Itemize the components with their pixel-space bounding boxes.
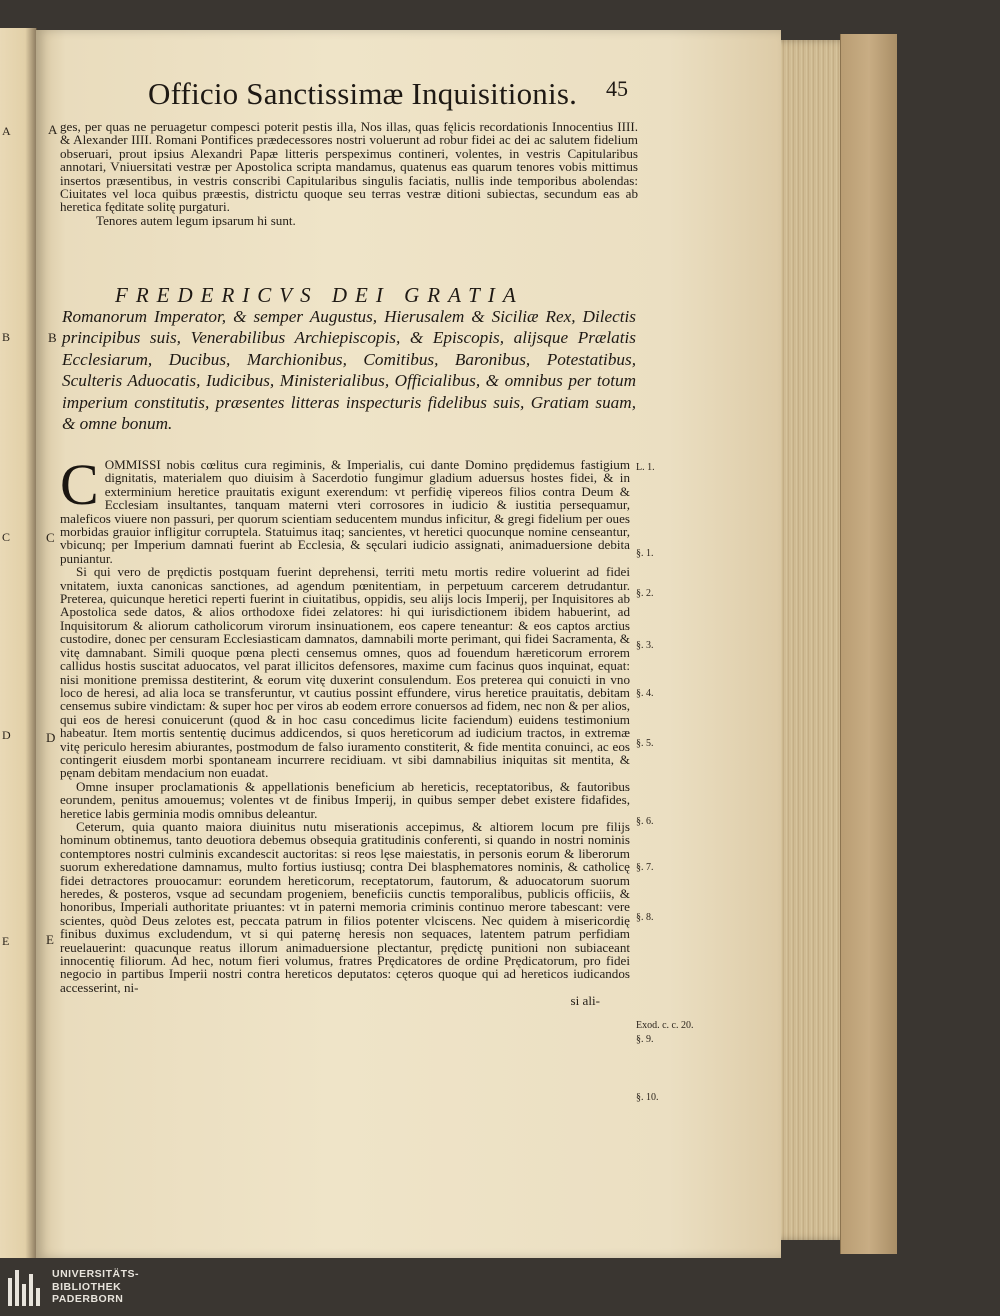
- body-paragraph-2: Si qui vero de prędictis postquam fuerint deprehensi, territi metu mortis redire voluerint ad fidei vnitatem, iuxta canonicas sanctiones, ad agendum pœnitentiam, in perpetuum carcerem detrudantur. Preterea, quicunque heretici reperti fuerint in ciuitatibus, oppidis, seu alijs locis Imperij, per Inquisitores ab Apostolica sede datos, & alios orthodoxe fidei zelatores: hi qui iurisdictionem ibidem habuerint, ad Inquisitorum & aliorum catholicorum virorum insinuationem, eos capere teneantur: & eos captos arctius custodire, donec per censuram Ecclesiasticam damnatos, damnabili morte perimant, qui fidei Sacramenta, & vitę damnabant. Simili quoque pœna plecti censemus omnes, quos ad fouendum hæreticorum errorem callidus hostis suscitat aduocatos, vel parat illicitos defensores, maxime cum facinus quos inquinat, equat: nisi monitione premissa destiterint, & eorum vitę duxerint consulendum. Eos preterea qui conuicti in vno loco de heresi, ad alia loca se transferuntur, vt cautius possint effundere, virus heretice prauitatis, debitam censemus subire vindictam: & super hoc per viros ab eodem errore conuersos ad fidem, nec non & per alios, qui eos de heresi conuicerunt (quod & in hoc casu concedimus licite faciendum) euidens testimonium habeatur. Item mortis sententię ducimus addicendos, si quos hereticorum ad iudicium tractos, in extremæ vitę periculo heresim abiurantes, postmodum de falso iuramento constiterit, & fide mentita conuinci, ac eos contingerit eiusdem morbi spontaneam incurrere recidiuam. vt sibi damnabilius iniquitas sit mentita, & pęnam debitam mendacium non euadat.: [60, 564, 630, 781]
- drop-cap: C: [60, 452, 99, 517]
- margin-note-exod: Exod. c. c. 20.: [636, 1020, 694, 1031]
- margin-note-s8: §. 8.: [636, 912, 654, 923]
- margin-note-s1: §. 1.: [636, 548, 654, 559]
- library-logo-text: [52, 1268, 139, 1306]
- left-page-letter-d: D: [2, 728, 11, 742]
- left-facing-page: [0, 28, 37, 1258]
- margin-letter-a: A: [48, 122, 58, 137]
- page-number: 45: [606, 76, 628, 101]
- book-cover-edge: [840, 34, 897, 1254]
- intro-last-line: Tenores autem legum ipsarum hi sunt.: [96, 212, 296, 228]
- catchword: si ali-: [570, 993, 600, 1009]
- margin-note-s4: §. 4.: [636, 688, 654, 699]
- margin-letter-d: D: [46, 730, 56, 745]
- margin-note-s5: §. 5.: [636, 738, 654, 749]
- margin-note-l1: L. 1.: [636, 462, 655, 473]
- left-page-letter-a: A: [2, 124, 11, 138]
- margin-note-s2: §. 2.: [636, 588, 654, 599]
- edict-body: [60, 452, 630, 1009]
- body-paragraph-4: Ceterum, quia quanto maiora diuinitus nutu miserationis accepimus, & altiorem locum pre filijs hominum obtinemus, tanto deuotiora debemus obsequia gratitudinis conferenti, si quando in nostri nominis contemptores nostri culminis excandescit auctoritas: si reos lęse maiestatis, in personis eorum & liberorum suorum exheredatione damnamus, multo fortius iustiusq; contra Dei blasphematores nominis, & catholicę fidei detractores prouocamur: eorundem hereticorum, receptatorum, fautorum, & aduocatorum suorum heredes, & posteros, vsque ad secundam progeniem, beneficiis cunctis temporalibus, publicis officiis, & honoribus, Imperiali authoritate priuantes: vt in paterni memoria criminis continuo merore tabescant: vere scientes, quòd Deus zelotes est, peccata patrum in filios potenter vlciscens. Nec quidem à misericordię finibus duximus excludendum, vt si qui paternę heresis non sequaces, latentem patrum perfidiam reuelauerint: quacunque reatus illorum animaduersione plectantur, prędictę punitioni non subiaceant innocentię filiorum. Ad hec, notum fieri volumus, fratres Prędicatores de ordine Prędicatorum, pro fidei negocio in partibus Imperii nostri contra hereticos deputatos: cęteros quoque qui ad hereticos iudicandos accesserint, ni-: [60, 818, 630, 995]
- logo-line-2: BIBLIOTHEK: [52, 1280, 122, 1293]
- edict-title: FREDERICVS DEI GRATIA: [115, 283, 524, 307]
- body-paragraph-3: Omne insuper proclamationis & appellationis beneficium ab hereticis, receptatoribus, & fautoribus eorundem, penitus amouemus; volentes vt de finibus Imperij, in quibus semper debet existere fidafides, heretice labis germinia modis omnibus deleantur.: [60, 778, 630, 821]
- logo-line-1: UNIVERSITÄTS-: [52, 1268, 140, 1280]
- logo-line-3: PADERBORN: [52, 1293, 124, 1305]
- library-logo-icon: [8, 1270, 46, 1306]
- left-page-letter-e: E: [2, 934, 10, 948]
- library-footer: [0, 1262, 1000, 1316]
- margin-letter-b: B: [48, 330, 57, 345]
- left-page-letter-b: B: [2, 330, 11, 344]
- margin-note-s3: §. 3.: [636, 640, 654, 651]
- margin-note-s9: §. 9.: [636, 1034, 654, 1045]
- margin-letter-e: E: [46, 932, 54, 947]
- intro-text: ges, per quas ne peruagetur compesci poterit pestis illa, Nos illas, quas fęlicis recordationis Innocentius IIII. & Alexander IIII. Romani Pontifices prædecessores nostri voluerunt ad robur fidei ac dei ac salutem fidelium obseruari, prout ipsius Alexandri Papæ litteris perspeximus contineri, volentes, in vestris Capitularibus annotari, Vniuersitati vestræ per Apostolica scripta mandamus, quatenus eas quarum tenores vobis mittimus insertos præsentibus, in vestris conscribi Capitularibus singulis faciatis, nullis inde temporibus abolendas: Ciuitates vel loca quibus præestis, districtu quoque seu terras vestræ ditioni subiectas, secundum eas ab heretica fęditate solitę purgaturi.: [60, 119, 638, 215]
- margin-note-s10: §. 10.: [636, 1092, 659, 1103]
- margin-note-s7: §. 7.: [636, 862, 654, 873]
- left-page-letter-c: C: [2, 530, 11, 544]
- margin-letter-c: C: [46, 530, 55, 545]
- body-paragraph-1: OMMISSI nobis cœlitus cura regiminis, & Imperialis, cui dante Domino prędidemus fastigium dignitatis, materialem quo diuisim à Sacerdotio fungimur gladium aduersus hostes fidei, & in exterminium heretice prauitatis exigunt exerendum: vt perfidię vipereos filios contra Deum & Ecclesiam insultantes, tanquam materni vteri corrosores in iudicio & iustitia persequamur, maleficos viuere non passuri, per quorum scientiam seducentem mundus inficitur, & gregi fidelium per oues morbidas grauior infligitur corruptela. Statuimus itaq; sancientes, vt heretici quocunque nomine censeantur, vbicunq; per Imperium damnati fuerint ab Ecclesia, & sęculari iudicio assignati, animaduersione debita puniantur.: [60, 457, 630, 566]
- edict-address: Romanorum Imperator, & semper Augustus, Hierusalem & Siciliæ Rex, Dilectis principibus suis, Venerabilibus Archiepiscopis, & Episcopis, alijsque Prælatis Ecclesiarum, Ducibus, Marchionibus, Comitibus, Baronibus, Potestatibus, Sculteris Aduocatis, Iudicibus, Ministerialibus, Officialibus, & omnibus per totum imperium constitutis, præsentes litteras inspecturis fidelibus suis, Gratiam suam, & omne bonum.: [62, 307, 636, 434]
- margin-note-s6: §. 6.: [636, 816, 654, 827]
- running-header: [110, 76, 670, 120]
- page-title: Officio Sanctissimæ Inquisitionis.: [148, 76, 578, 111]
- intro-paragraph: [60, 120, 638, 227]
